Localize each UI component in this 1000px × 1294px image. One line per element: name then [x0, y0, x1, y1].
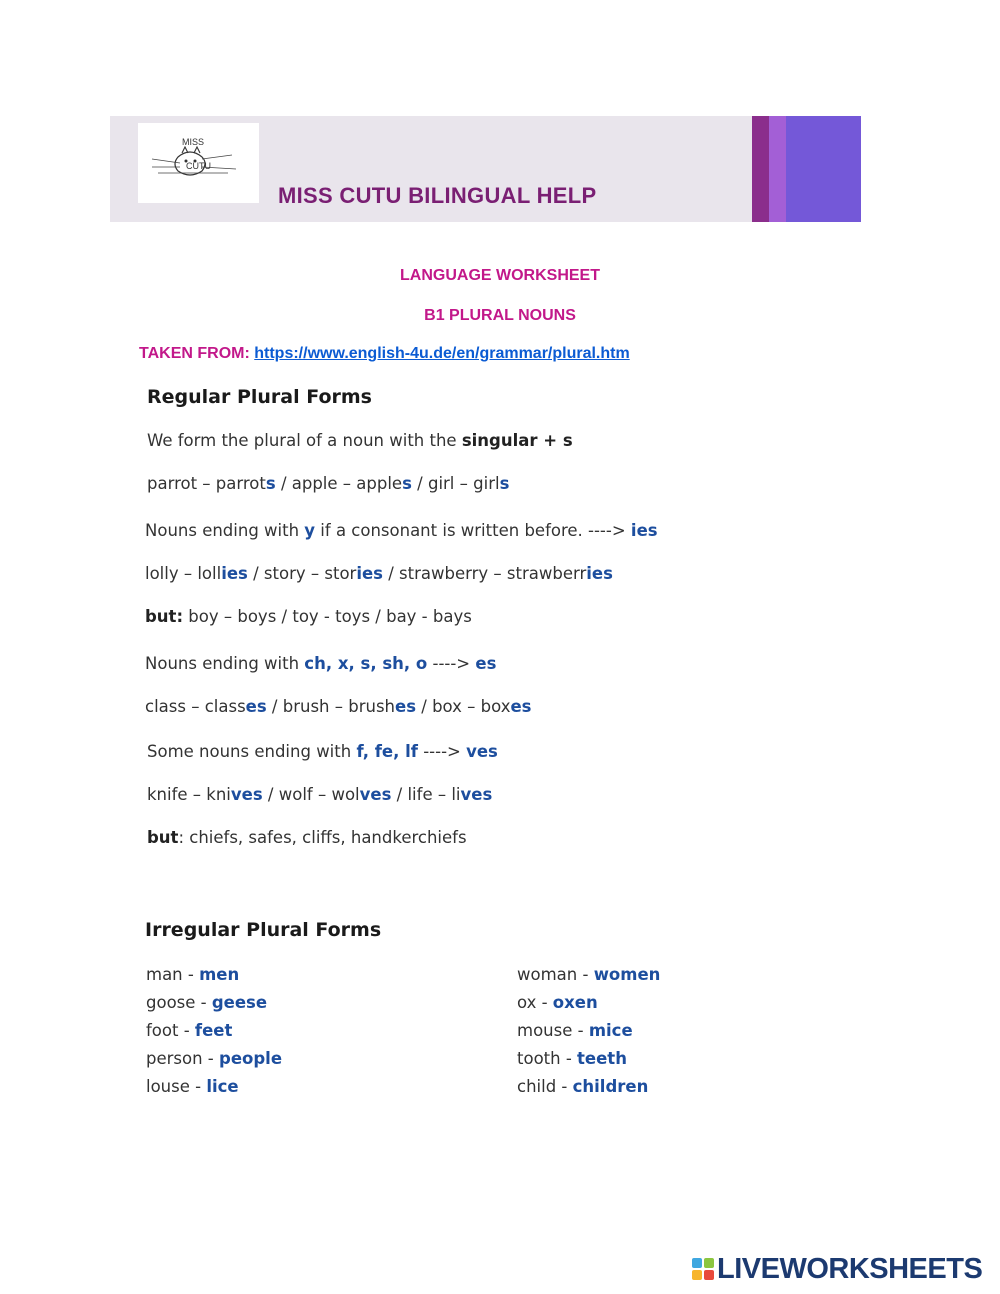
logo-text-top: MISS — [182, 137, 205, 147]
worksheet-heading: LANGUAGE WORKSHEET — [400, 267, 600, 284]
irregular-section-title: Irregular Plural Forms — [145, 919, 382, 941]
list-item: foot - feet — [146, 1021, 233, 1040]
rule-line-singular-plus-s: We form the plural of a noun with the singular + s — [147, 431, 573, 450]
accent-bar-2 — [769, 116, 786, 222]
list-item: woman - women — [517, 965, 661, 984]
list-item: child - children — [517, 1077, 649, 1096]
rule-line-ies: Nouns ending with y if a consonant is written before. ----> ies — [145, 521, 658, 540]
list-item: louse - lice — [146, 1077, 239, 1096]
source-link[interactable]: https://www.english-4u.de/en/grammar/plural.htm — [254, 345, 630, 362]
accent-bar-3 — [786, 116, 861, 222]
liveworksheets-mark-icon — [692, 1258, 714, 1280]
list-item: mouse - mice — [517, 1021, 633, 1040]
rule-line-es: Nouns ending with ch, x, s, sh, o ----> es — [145, 654, 497, 673]
example-line-s: parrot – parrots / apple – apples / girl – girls — [147, 474, 510, 493]
miss-cutu-logo — [138, 123, 259, 203]
rule-line-ves: Some nouns ending with f, fe, lf ----> ves — [147, 742, 498, 761]
example-line-es: class – classes / brush – brushes / box – boxes — [145, 697, 532, 716]
exception-line-fs: but: chiefs, safes, cliffs, handkerchiefs — [147, 828, 467, 847]
accent-bar-1 — [752, 116, 769, 222]
list-item: ox - oxen — [517, 993, 598, 1012]
liveworksheets-logo[interactable] — [692, 1254, 982, 1284]
source-label: TAKEN FROM: — [139, 345, 250, 362]
site-title: MISS CUTU BILINGUAL HELP — [278, 183, 597, 208]
list-item: goose - geese — [146, 993, 268, 1012]
list-item: man - men — [146, 965, 240, 984]
list-item: tooth - teeth — [517, 1049, 627, 1068]
logo-text-bottom: CUTU — [186, 161, 211, 171]
liveworksheets-wordmark: LIVEWORKSHEETS — [717, 1252, 983, 1285]
source-line — [139, 345, 630, 363]
list-item: person - people — [146, 1049, 283, 1068]
exception-line-ys: but: boy – boys / toy - toys / bay - bays — [145, 607, 472, 626]
worksheet-subheading: B1 PLURAL NOUNS — [424, 307, 576, 324]
example-line-ies: lolly – lollies / story – stories / strawberry – strawberries — [145, 564, 613, 583]
example-line-ves: knife – knives / wolf – wolves / life – lives — [147, 785, 493, 804]
regular-section-title: Regular Plural Forms — [147, 386, 372, 408]
